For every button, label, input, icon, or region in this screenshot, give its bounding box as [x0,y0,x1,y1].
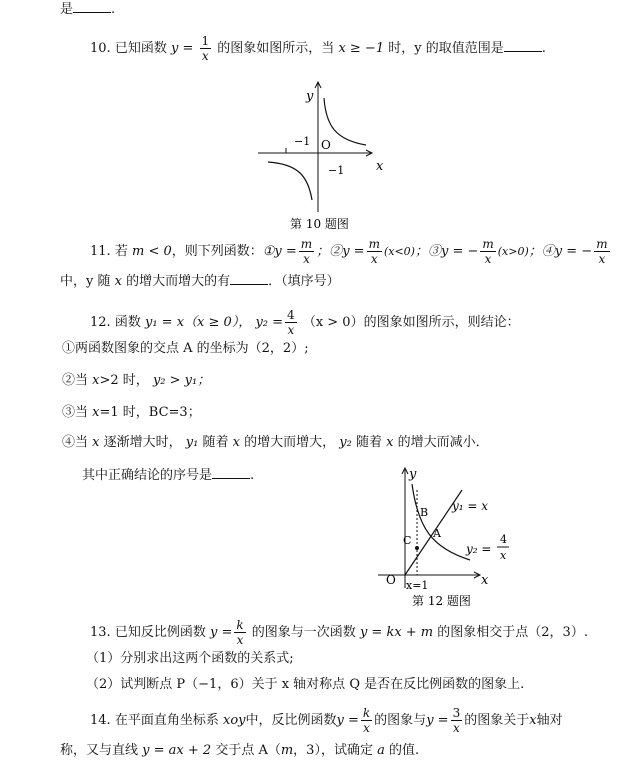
q12-c2-pre: ②当 [62,373,89,388]
q11-condition: m < 0 [131,244,172,259]
q11-f4: ；④y = − [528,244,593,259]
q12-y2-num: 4 [287,308,295,322]
q12-y1: y₁ = x（x ≥ 0）， [144,315,252,330]
q10-neg1-right: −1 [328,164,345,177]
q10-func-y: y = [170,41,194,56]
q11-line2-pre: 中，y 随 [60,274,111,289]
q11-pre: 若 [114,244,128,259]
q12-y2-den: x [287,323,295,337]
q10-neg1-left: −1 [294,135,311,148]
q11-line2-post: 的增大而增大的有 [126,274,231,289]
q12-c4-mid1: 逐渐增大时， [103,435,182,450]
q10-mid: 的图象如图所示，当 [217,41,335,56]
q12-label-xeq1: x=1 [406,579,429,592]
q12-ask-end: . [250,468,255,483]
q14-line2-mid: 交于点 A（ [215,743,281,758]
q10-end: . [541,41,546,56]
q14-end1: 轴对 [536,713,563,728]
q11-f1-den: x [303,252,310,266]
q11-f3: ；③y = − [414,244,479,259]
q13-linear: y = kx + m [359,625,434,640]
q10-y-label: y [306,89,314,104]
q12-origin-label: O [386,573,396,587]
q12-c4-mid2: 随着 [202,435,229,450]
q12-number: 12. [90,315,111,330]
q12-y2: y₂ = [255,315,284,330]
q12-c3-x: x [92,405,100,420]
q11-f2: ；②y = [316,244,365,259]
q13-part-2: （2）试判断点 P（−1，6）关于 x 轴对称点 Q 是否在反比例函数的图象上. [86,677,525,692]
q12-y-label: y [409,467,417,482]
q14-mid2: 的图象与 [374,713,427,728]
q9-tail-end: . [111,2,116,17]
q10-frac-den: x [201,49,209,63]
q13-stem [90,618,588,647]
q11-f4-num: m [596,237,608,251]
q14-line2-pre: 称，又与直线 [60,743,139,758]
q10-pre: 已知函数 [114,41,167,56]
q11-number: 11. [90,244,111,259]
q12-c4-pre: ④当 [62,435,89,450]
q12-c4-mid4: 随着 [356,435,383,450]
q13-number: 13. [90,625,111,640]
q12-post: （x > 0）的图象如图所示，则结论： [302,315,520,330]
q12-c4-y2: y₂ [339,435,352,450]
q14-mid3: 的图象关于 [464,713,530,728]
q11-f4-den: x [598,252,606,266]
q12-pre: 函数 [114,315,141,330]
q11-f3-cond: (x>0) [497,245,529,258]
q9-tail-text: 是 [60,2,74,17]
q14-axis: x [529,713,537,728]
q10-number: 10. [90,41,111,56]
q13-post: 的图象相交于点（2，3）. [437,625,588,640]
q12-c4-x2: x [232,435,240,450]
q14-line2 [60,742,419,760]
q14-pre: 在平面直角坐标系 [114,713,219,728]
q14-frac2 [451,706,463,735]
q12-c2-post: >2 时， [99,373,149,388]
q13-pre: 已知反比例函数 [114,625,206,640]
q11-mid: ，则下列函数： [171,244,263,259]
q14-line2-post: ，3），试确定 [293,743,373,758]
q14-a: a [377,743,385,758]
q14-line2-end: 的值. [389,743,420,758]
q11-f2-num: m [368,237,380,251]
q13-part-1: （1）分别求出这两个函数的关系式; [86,651,294,666]
q10-x-label: x [376,159,384,174]
q10-frac-num: 1 [201,34,210,48]
q12-label-y2-num: 4 [500,533,507,546]
q11-f2-den: x [370,252,378,266]
q12-c4-y1: y₁ [185,435,199,450]
q13-mid: 的图象与一次函数 [251,625,356,640]
q12-conclusion-1: ①两函数图象的交点 A 的坐标为（2，2）; [62,341,309,356]
q14-mid1: 中，反比例函数 [245,713,337,728]
q11-f3-num: m [482,237,494,251]
q14-frac-den: x [363,721,370,735]
q12-x-label: x [481,573,489,588]
q14-system: xoy [222,713,246,728]
q12-label-y1: y₁ = x [452,499,489,513]
q14-frac2-den: x [452,721,460,735]
q10-condition: x ≥ −1 [338,41,385,56]
q10-post: 时，y 的取值范围是 [388,41,504,56]
q14-frac-num: k [362,706,371,720]
q14-frac [361,706,372,735]
q12-point-a-label: A [433,527,441,540]
q12-ask-text: 其中正确结论的序号是 [82,468,213,483]
q12-c3-post: =1 时，BC=3； [99,405,201,420]
q12-c3-pre: ③当 [62,405,89,420]
q14-line-eq: y = ax + 2 [142,743,212,758]
q12-c4-x: x [92,435,100,450]
q12-c4-end: 的增大而减小． [397,435,489,450]
q10-origin-label: O [321,138,331,152]
q12-caption: 第 12 题图 [412,594,471,608]
q14-number: 14. [90,713,111,728]
q12-label-y2: y₂ = [466,542,492,556]
q12-c2-ineq: y₂ > y₁； [152,373,211,388]
q12-label-y2-den: x [500,549,507,562]
q13-func-y: y = [209,625,233,640]
q11-f1-num: m [300,237,313,251]
q12-point-c-label: C [403,534,412,547]
q11-f3-den: x [484,252,492,266]
q13-frac [234,618,245,647]
q12-c4-mid3: 的增大而增大， [244,435,336,450]
q14-func-y2: y = [426,713,449,728]
q14-stem [90,706,563,735]
q13-frac-num: k [236,618,244,632]
q11-f2-cond: (x<0) [383,245,415,258]
q13-frac-den: x [236,633,244,647]
q10-caption: 第 10 题图 [290,217,349,231]
q12-point-b-label: B [420,506,429,519]
q11-line2-x: x [114,274,122,289]
q11-f1: ①y = [262,244,297,259]
q12-c4-x3: x [386,435,394,450]
q14-func-y: y = [336,713,359,728]
q12-point-c [415,546,419,550]
q11-line2-end: ．（填序号） [268,274,340,289]
q14-frac2-num: 3 [452,706,461,720]
q12-c2-x: x [92,373,100,388]
q14-m: m [280,743,294,758]
